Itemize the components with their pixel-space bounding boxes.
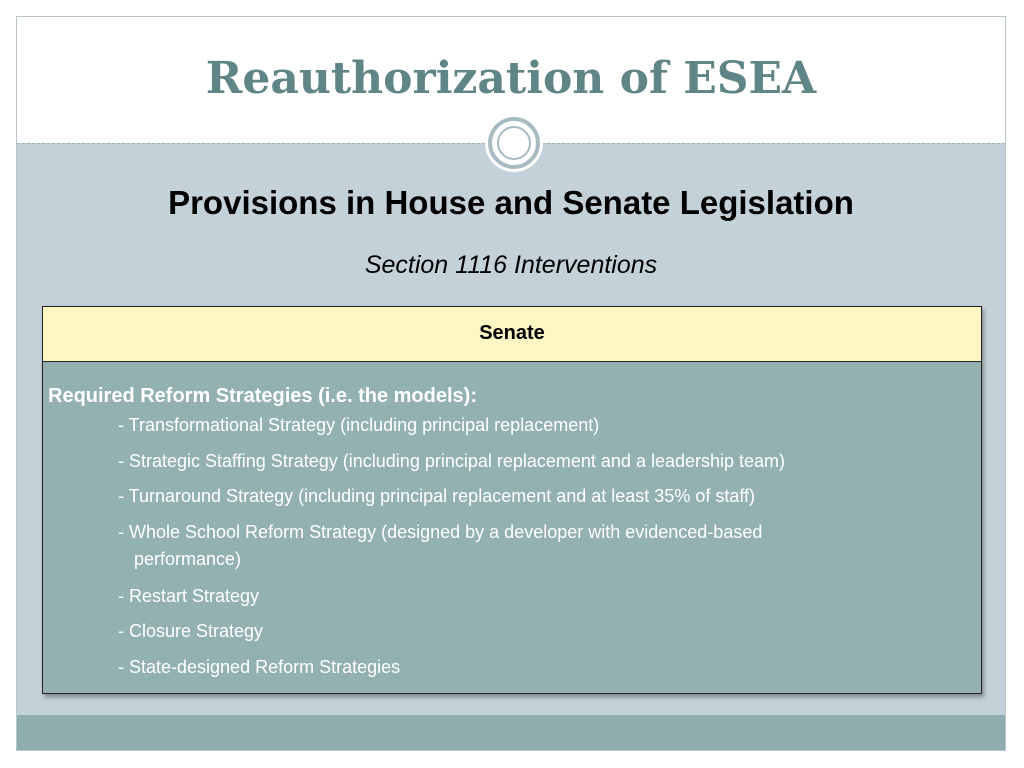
required-strategies-heading: Required Reform Strategies (i.e. the models):: [48, 385, 477, 407]
table-header-senate: Senate: [43, 307, 981, 362]
strategy-item-text: - Whole School Reform Strategy (designed by a developer with evidenced-based: [118, 522, 763, 542]
slide-title: Reauthorization of ESEA: [205, 53, 817, 104]
slide: [16, 16, 1006, 751]
strategy-item: - Transformational Strategy (including principal replacement): [118, 415, 600, 435]
ring-ornament-inner: [497, 126, 531, 160]
strategy-item-continuation: performance): [134, 549, 242, 569]
strategy-item: - Strategic Staffing Strategy (including principal replacement and a leadership team): [118, 451, 786, 471]
strategy-item: - Restart Strategy: [118, 586, 260, 606]
strategy-item: - Closure Strategy: [118, 621, 264, 641]
strategy-item: - Turnaround Strategy (including principal replacement and at least 35% of staff): [118, 486, 756, 506]
table-body: [43, 362, 981, 693]
strategy-item: [118, 519, 898, 573]
slide-subtitle: Provisions in House and Senate Legislation: [168, 184, 854, 221]
strategies-table: [42, 306, 982, 694]
section-label: Section 1116 Interventions: [364, 251, 658, 279]
strategy-item: - State-designed Reform Strategies: [118, 657, 401, 677]
footer-bar: [17, 715, 1005, 751]
